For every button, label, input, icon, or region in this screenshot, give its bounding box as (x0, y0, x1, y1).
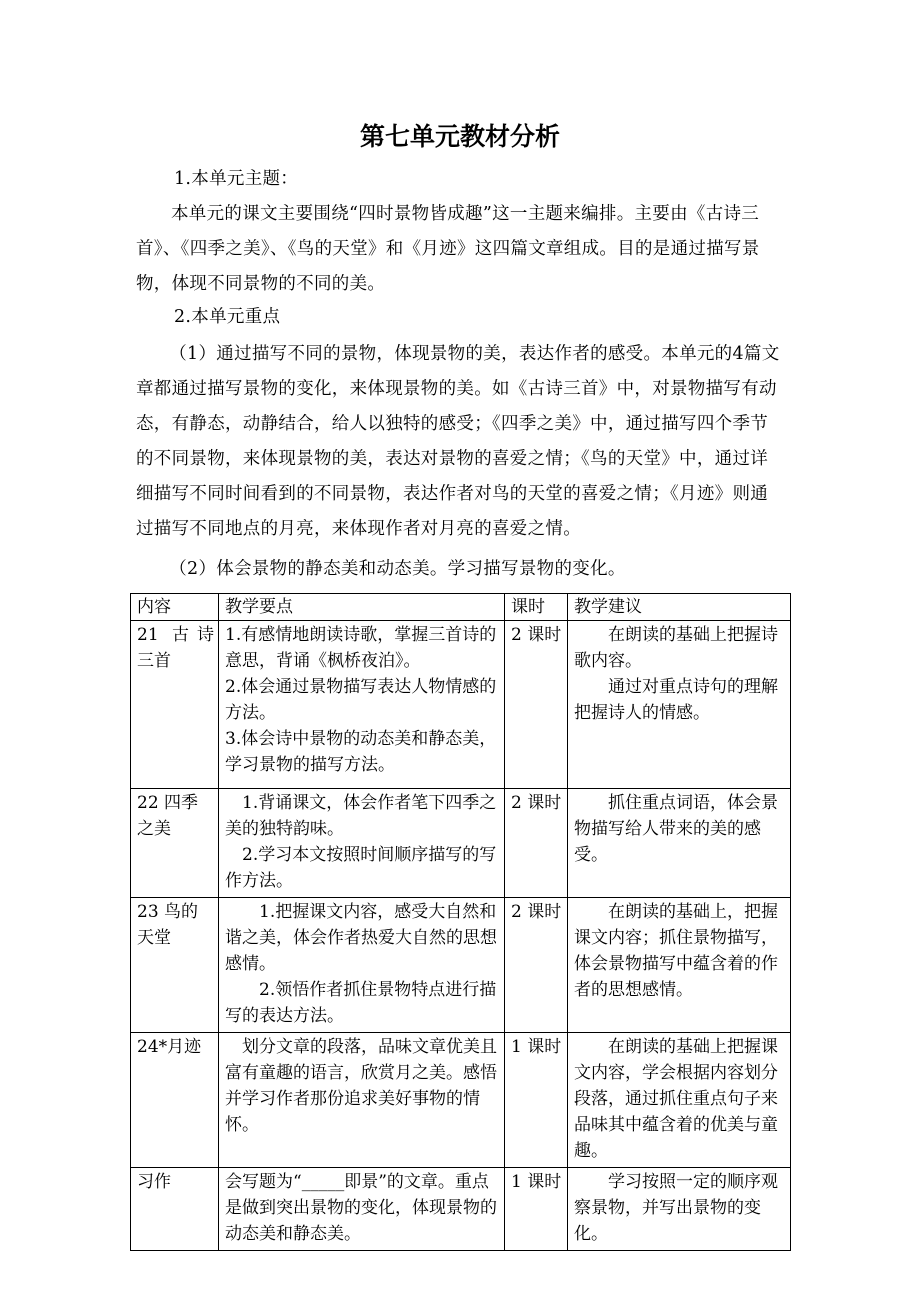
header-points: 教学要点 (219, 594, 505, 621)
row-advice (568, 621, 791, 789)
row-points (219, 1033, 505, 1168)
header-advice: 教学建议 (568, 594, 791, 621)
row-hours: 2 课时 (505, 898, 568, 1033)
header-content: 内容 (131, 594, 219, 621)
row-hours: 1 课时 (505, 1033, 568, 1168)
page-title: 第七单元教材分析 (359, 122, 560, 151)
point-item: 2.领悟作者抓住景物特点进行描写的表达方法。 (225, 980, 497, 1026)
table-row (131, 789, 791, 898)
section-1-paragraph: 本单元的课文主要围绕“四时景物皆成趣”这一主题来编排。主要由《古诗三首》、《四季之美》、《鸟的天堂》和《月迹》这四篇文章组成。目的是通过描写景物，体现不同景物的不同的美。 (136, 204, 760, 294)
table-row (131, 621, 791, 789)
row-hours: 1 课时 (505, 1168, 568, 1251)
row-points (219, 621, 505, 789)
section-2-heading: 2.本单元重点 (174, 307, 281, 327)
advice-item: 在朗读的基础上把握诗歌内容。 (574, 625, 778, 671)
row-points (219, 789, 505, 898)
row-points (219, 898, 505, 1033)
section-1-heading: 1.本单元主题： (174, 169, 299, 189)
point-item: 会写题为“_____即景”的文章。重点是做到突出景物的变化，体现景物的动态美和静态美。 (225, 1172, 497, 1244)
teaching-plan-table (130, 593, 791, 1251)
row-advice (568, 789, 791, 898)
point-item: 划分文章的段落，品味文章优美且富有童趣的语言，欣赏月之美。感悟并学习作者那份追求美好事物的情怀。 (225, 1037, 497, 1135)
point-item: 3.体会诗中景物的动态美和静态美，学习景物的描写方法。 (225, 729, 497, 775)
table-row (131, 1168, 791, 1251)
row-hours: 2 课时 (505, 789, 568, 898)
section-2-point-2: （2）体会景物的静态美和动态美。学习描写景物的变化。 (169, 559, 626, 579)
point-item: 1.有感情地朗读诗歌，掌握三首诗的意思，背诵《枫桥夜泊》。 (225, 625, 497, 671)
point-item: 2.学习本文按照时间顺序描写的写作方法。 (225, 845, 497, 891)
row-advice (568, 1033, 791, 1168)
table-row (131, 1033, 791, 1168)
row-content: 习作 (131, 1168, 219, 1251)
row-advice (568, 1168, 791, 1251)
header-hours: 课时 (505, 594, 568, 621)
advice-item: 在朗读的基础上，把握课文内容；抓住景物描写，体会景物描写中蕴含着的作者的思想感情。 (574, 902, 778, 1000)
section-2-point-1: （1）通过描写不同的景物，体现景物的美，表达作者的感受。本单元的4篇文章都通过描写景物的变化，来体现景物的美。如《古诗三首》中，对景物描写有动态，有静态，动静结合，给人以独特的感受；《四季之美》中，通过描写四个季节的不同景物，来体现景物的美，表达对景物的喜爱之情；《鸟的天堂》中，通过详细描写不同时间看到的不同景物，表达作者对鸟的天堂的喜爱之情；《月迹》则通过描写不同地点的月亮，来体现作者对月亮的喜爱之情。 (136, 344, 780, 539)
point-item: 1.背诵课文，体会作者笔下四季之美的独特韵味。 (225, 793, 497, 839)
row-points (219, 1168, 505, 1251)
row-content: 24*月迹 (131, 1033, 219, 1168)
advice-item: 抓住重点词语，体会景物描写给人带来的美的感受。 (574, 793, 778, 865)
point-item: 2.体会通过景物描写表达人物情感的方法。 (225, 677, 497, 723)
row-content: 23 鸟的天堂 (131, 898, 219, 1033)
table-header-row (131, 594, 791, 621)
advice-item: 学习按照一定的顺序观察景物，并写出景物的变化。 (574, 1172, 778, 1244)
row-hours: 2 课时 (505, 621, 568, 789)
advice-item: 通过对重点诗句的理解把握诗人的情感。 (574, 677, 778, 723)
advice-item: 在朗读的基础上把握课文内容，学会根据内容划分段落，通过抓住重点句子来品味其中蕴含着的优美与童趣。 (574, 1037, 778, 1161)
row-content: 22 四季之美 (131, 789, 219, 898)
point-item: 1.把握课文内容，感受大自然和谐之美，体会作者热爱大自然的思想感情。 (225, 902, 497, 974)
row-content: 21 古诗三首 (131, 621, 219, 789)
row-advice (568, 898, 791, 1033)
table-row (131, 898, 791, 1033)
